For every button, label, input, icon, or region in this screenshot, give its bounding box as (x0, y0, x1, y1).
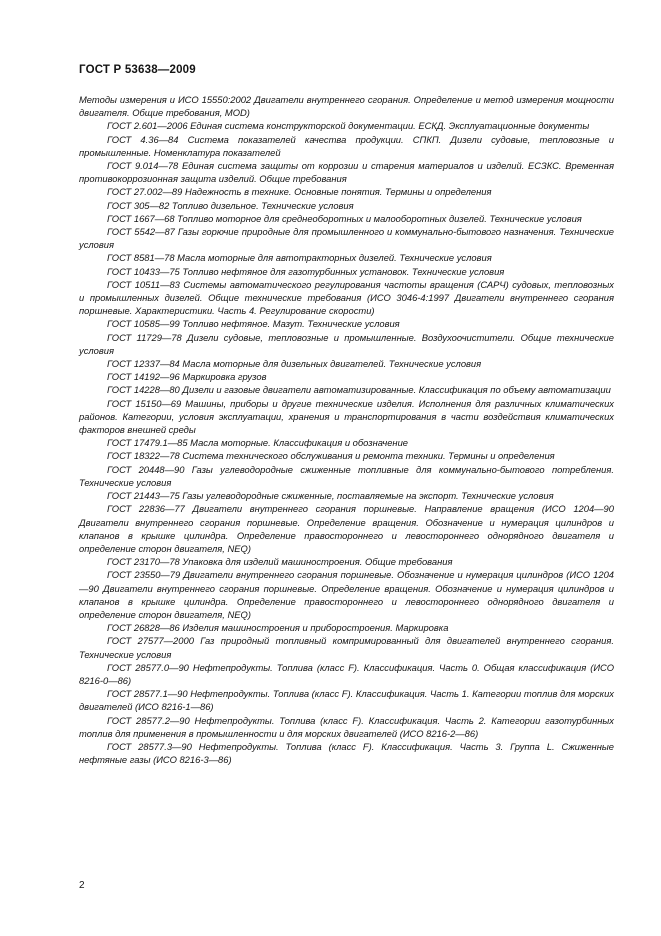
reference-item: ГОСТ 18322—78 Система технического обслуживания и ремонта техники. Термины и определения (107, 450, 555, 462)
reference-item: ГОСТ 15150—69 Машины, приборы и другие технические изделия. Исполнения для различных климатических районов. Категории, условия эксплуатации, хранения и транспортирования в части воздействия климатических факторов внешней среды (79, 397, 614, 436)
reference-item: ГОСТ 9.014—78 Единая система защиты от коррозии и старения материалов и изделий. ЕСЗКС. Временная противокоррозионная защита изделий. Общие требования (79, 160, 614, 185)
paragraph-continuation: Методы измерения и ИСО 15550:2002 Двигатели внутреннего сгорания. Определение и метод измерения мощности двигателя. Общие требования, MOD) (79, 94, 614, 119)
reference-item: ГОСТ 14192—96 Маркировка грузов (107, 371, 267, 383)
reference-item: ГОСТ 10511—83 Системы автоматического регулирования частоты вращения (САРЧ) судовых, тепловозных и промышленных дизелей. Общие технические требования (ИСО 3046-4:1997 Двигатели внутреннего сгорания поршневые. Характеристики. Часть 4. Регулирование скорости) (79, 278, 614, 317)
reference-item: ГОСТ 27.002—89 Надежность в технике. Основные понятия. Термины и определения (107, 186, 492, 198)
reference-item: ГОСТ 2.601—2006 Единая система конструкторской документации. ЕСКД. Эксплуатационные документы (107, 120, 590, 132)
reference-item: ГОСТ 21443—75 Газы углеводородные сжиженные, поставляемые на экспорт. Технические условия (107, 490, 554, 502)
reference-item: ГОСТ 27577—2000 Газ природный топливный компримированный для двигателей внутреннего сгорания. Технические условия (79, 635, 614, 660)
reference-item: ГОСТ 10585—99 Топливо нефтяное. Мазут. Технические условия (107, 318, 400, 330)
reference-item: ГОСТ 1667—68 Топливо моторное для среднеоборотных и малооборотных дизелей. Технические условия (107, 212, 582, 224)
reference-item: ГОСТ 23170—78 Упаковка для изделий машиностроения. Общие требования (107, 556, 453, 568)
reference-item: ГОСТ 305—82 Топливо дизельное. Технические условия (107, 199, 354, 211)
reference-item: ГОСТ 26828—86 Изделия машиностроения и приборостроения. Маркировка (107, 622, 449, 634)
document-header: ГОСТ Р 53638—2009 (79, 64, 196, 76)
reference-item: ГОСТ 8581—78 Масла моторные для автотракторных дизелей. Технические условия (107, 252, 492, 264)
reference-item: ГОСТ 28577.3—90 Нефтепродукты. Топлива (класс F). Классификация. Часть 3. Группа L. Сжиженные нефтяные газы (ИСО 8216-3—86) (79, 740, 614, 766)
reference-item: ГОСТ 5542—87 Газы горючие природные для промышленного и коммунально-бытового назначения. Технические условия (79, 226, 614, 251)
reference-item: ГОСТ 12337—84 Масла моторные для дизельных двигателей. Технические условия (107, 358, 482, 370)
reference-item: ГОСТ 28577.1—90 Нефтепродукты. Топлива (класс F). Классификация. Часть 1. Категории топлив для морских двигателей (ИСО 8216-1—86) (79, 688, 614, 713)
reference-item: ГОСТ 23550—79 Двигатели внутреннего сгорания поршневые. Обозначение и нумерация цилиндров (ИСО 1204—90 Двигатели внутреннего сгорания поршневые. Определение вращения. Обозначение и нумерация цилиндров и клапанов в крышке цилиндра. Определение правостороннего и левостороннего однорядного двигателя и определение сторон двигателя, NEQ) (79, 569, 614, 620)
reference-item: ГОСТ 28577.0—90 Нефтепродукты. Топлива (класс F). Классификация. Часть 0. Общая классификация (ИСО 8216-0—86) (79, 661, 614, 686)
reference-item: ГОСТ 22836—77 Двигатели внутреннего сгорания поршневые. Направление вращения (ИСО 1204—90 Двигатели внутреннего сгорания поршневые. Определение вращения. Обозначение и нумерация цилиндров и клапанов в крышке цилиндра. Определение правостороннего и левостороннего однорядного двигателя и определение сторон двигателя, NEQ) (79, 503, 614, 554)
reference-item: ГОСТ 28577.2—90 Нефтепродукты. Топлива (класс F). Классификация. Часть 2. Категории газотурбинных топлив для применения в промышленности и для морских двигателей (ИСО 8216-2—86) (79, 714, 614, 739)
references-list (79, 93, 614, 766)
reference-item: ГОСТ 20448—90 Газы углеводородные сжиженные топливные для коммунально-бытового потребления. Технические условия (79, 463, 614, 488)
page-number: 2 (79, 880, 85, 891)
reference-item: ГОСТ 17479.1—85 Масла моторные. Классификация и обозначение (107, 437, 409, 449)
reference-item: ГОСТ 11729—78 Дизели судовые, тепловозные и промышленные. Воздухоочистители. Общие технические условия (79, 331, 614, 356)
reference-item: ГОСТ 14228—80 Дизели и газовые двигатели автоматизированные. Классификация по объему автоматизации (107, 384, 611, 396)
reference-item: ГОСТ 4.36—84 Система показателей качества продукции. СПКП. Дизели судовые, тепловозные и промышленные. Номенклатура показателей (79, 133, 614, 158)
reference-item: ГОСТ 10433—75 Топливо нефтяное для газотурбинных установок. Технические условия (107, 265, 505, 277)
